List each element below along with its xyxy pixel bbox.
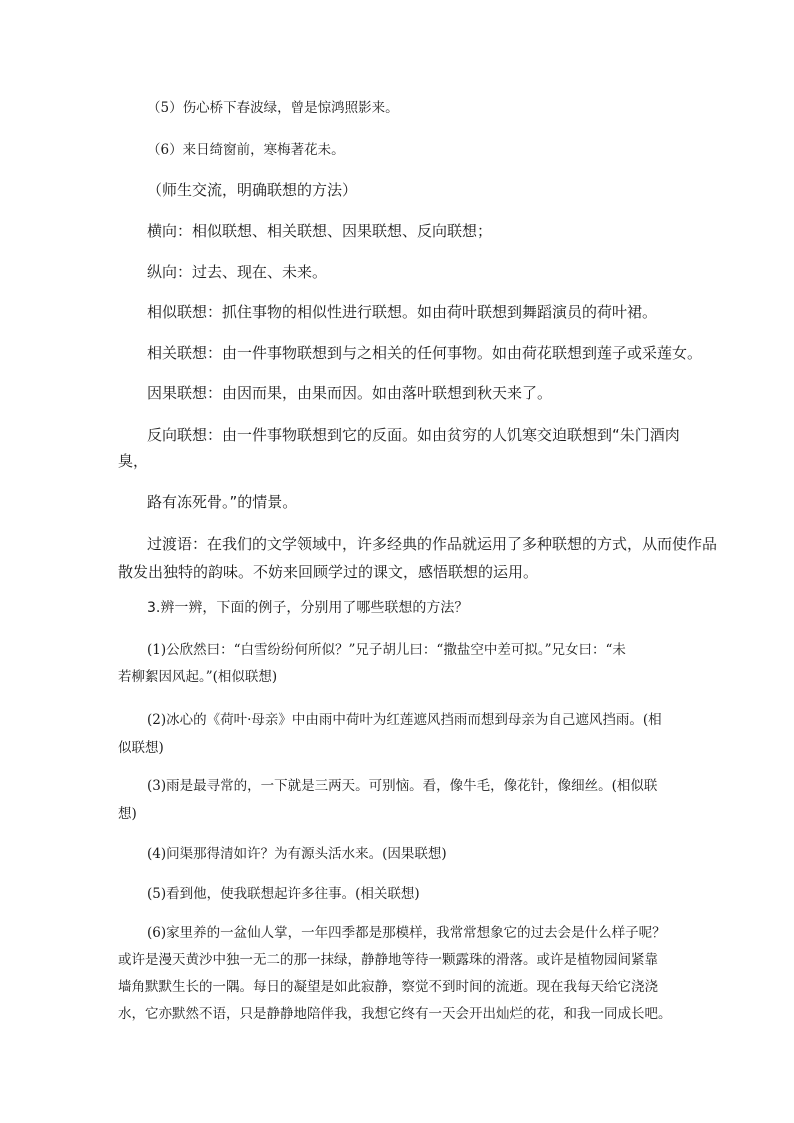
example-3 bbox=[118, 772, 657, 828]
method-reverse-line2: 臭， bbox=[118, 452, 149, 470]
method-vertical: 纵向：过去、现在、未来。 bbox=[147, 263, 328, 281]
transition-line2: 散发出独特的韵味。不妨来回顾学过的课文，感悟联想的运用。 bbox=[118, 563, 539, 581]
poem-line-6: （6）来日绮窗前，寒梅著花未。 bbox=[147, 142, 345, 158]
method-reverse-line3: 路有冻死骨。”的情景。 bbox=[147, 493, 298, 511]
example-6-line1: (6)家里养的一盆仙人掌，一年四季都是那模样，我常常想象它的过去会是什么样子呢？ bbox=[147, 925, 666, 941]
method-reverse-line1: 反向联想：由一件事物联想到它的反面。如由贫穷的人饥寒交迫联想到“朱门酒肉 bbox=[147, 426, 680, 444]
example-2 bbox=[118, 706, 662, 762]
example-2-line2: 似联想) bbox=[118, 740, 164, 756]
method-related: 相关联想：由一件事物联想到与之相关的任何事物。如由荷花联想到莲子或采莲女。 bbox=[147, 344, 703, 362]
example-1-line1: (1)公欣然曰：“白雪纷纷何所似？”兄子胡儿曰：“撒盐空中差可拟。”兄女曰：“未 bbox=[147, 642, 626, 658]
example-1 bbox=[118, 637, 626, 691]
example-2-line1: (2)冰心的《荷叶·母亲》中由雨中荷叶为红莲遮风挡雨而想到母亲为自己遮风挡雨。(相 bbox=[147, 712, 662, 728]
poem-line-5: （5）伤心桥下春波绿，曾是惊鸿照影来。 bbox=[147, 100, 399, 116]
example-6-line3: 墙角默默生长的一隅。每日的凝望是如此寂静，察觉不到时间的流逝。现在我每天给它浇浇 bbox=[118, 979, 658, 995]
method-reverse bbox=[118, 422, 680, 474]
example-3-line1: (3)雨是最寻常的，一下就是三两天。可别恼。看，像牛毛，像花针，像细丝。(相似联 bbox=[147, 778, 658, 794]
question-heading: 3.辨一辨，下面的例子，分别用了哪些联想的方法？ bbox=[147, 600, 469, 616]
example-6 bbox=[118, 920, 672, 1028]
example-1-line2: 若柳絮因风起。”(相似联想) bbox=[118, 669, 278, 685]
method-horizontal: 横向：相似联想、相关联想、因果联想、反向联想； bbox=[147, 222, 493, 240]
method-causal: 因果联想：由因而果，由果而因。如由落叶联想到秋天来了。 bbox=[147, 384, 553, 402]
transition-line1: 过渡语：在我们的文学领域中，许多经典的作品就运用了多种联想的方式，从而使作品 bbox=[147, 535, 718, 553]
example-3-line2: 想) bbox=[118, 806, 137, 822]
method-similar: 相似联想：抓住事物的相似性进行联想。如由荷叶联想到舞蹈演员的荷叶裙。 bbox=[147, 303, 658, 321]
example-6-line4: 水，它亦默然不语，只是静静地陪伴我，我想它终有一天会开出灿烂的花，和我一同成长吧。 bbox=[118, 1006, 672, 1022]
example-4: (4)问渠那得清如许？为有源头活水来。(因果联想) bbox=[147, 846, 447, 862]
example-6-line2: 或许是漫天黄沙中独一无二的那一抹绿，静静地等待一颗露珠的滑落。或许是植物园间紧靠 bbox=[118, 952, 658, 968]
transition-paragraph bbox=[118, 530, 717, 586]
example-5: (5)看到他，使我联想起许多往事。(相关联想) bbox=[147, 886, 420, 902]
method-note: （师生交流，明确联想的方法） bbox=[147, 181, 358, 199]
